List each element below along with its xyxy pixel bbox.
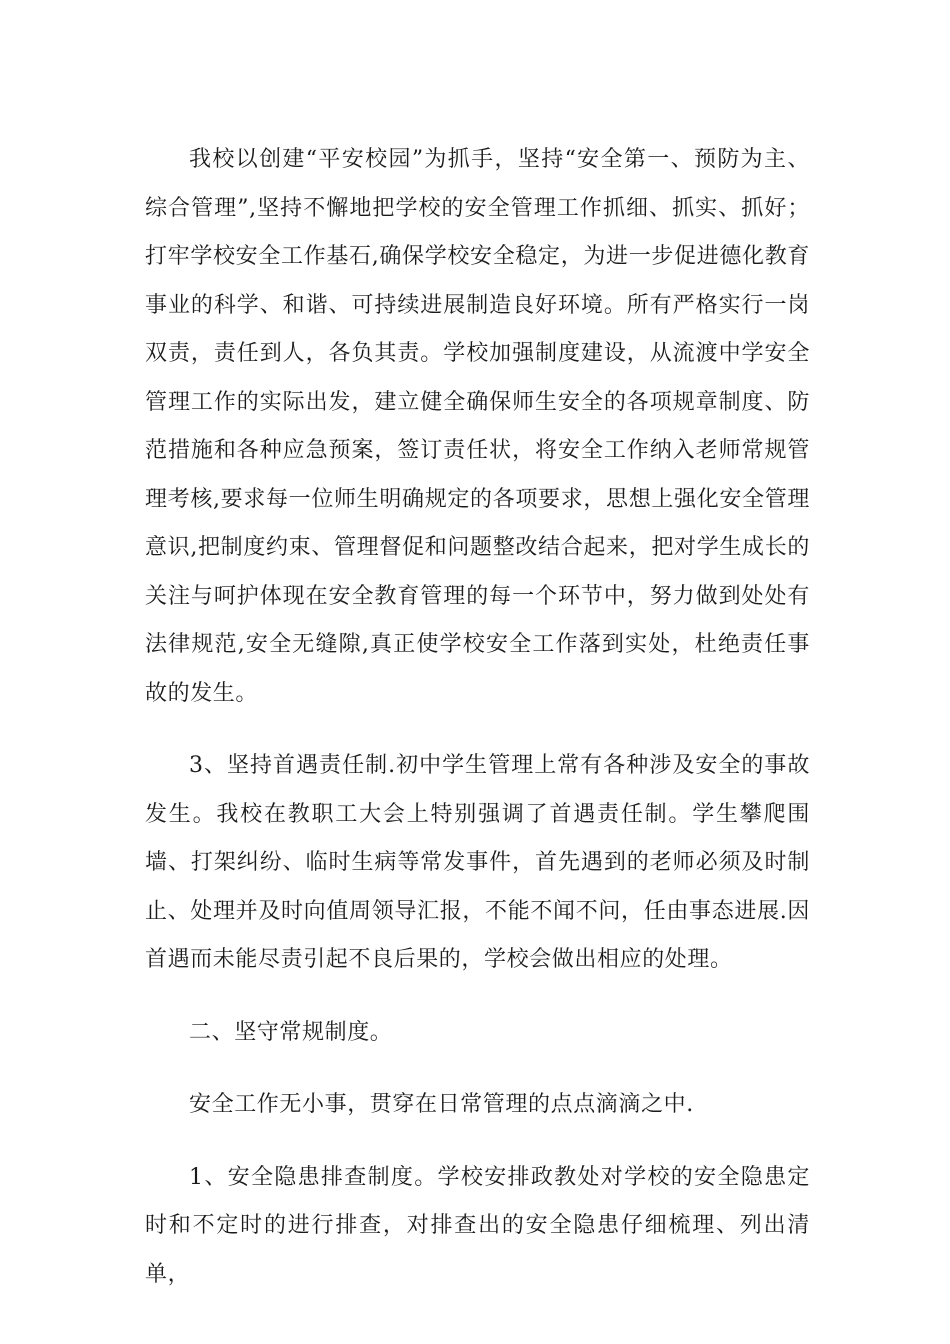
section-heading-regular-system: 二、坚守常规制度。 (189, 1019, 393, 1045)
paragraph-safe-campus: 我校以创建“平安校园”为抓手，坚持“安全第一、预防为主、综合管理”,坚持不懈地把学校的安全管理工作抓细、抓实、抓好；打牢学校安全工作基石,确保学校安全稳定，为进一步促进德化教育事业的科学、和谐、可持续进展制造良好环境。所有严格实行一岗双责，责任到人，各负其责。学校加强制度建设，从流渡中学安全管理工作的实际出发，建立健全确保师生安全的各项规章制度、防范措施和各种应急预案，签订责任状，将安全工作纳入老师常规管理考核,要求每一位师生明确规定的各项要求，思想上强化安全管理意识,把制度约束、管理督促和问题整改结合起来，把对学生成长的关注与呵护体现在安全教育管理的每一个环节中，努力做到处处有法律规范,安全无缝隙,真正使学校安全工作落到实处，杜绝责任事故的发生。 (145, 147, 810, 706)
paragraph-hazard-inspection: 1、安全隐患排查制度。学校安排政教处对学校的安全隐患定时和不定时的进行排查，对排查出的安全隐患仔细梳理、列出清单， (145, 1164, 810, 1287)
document-body (145, 136, 810, 1299)
paragraph-safety-no-small-matter: 安全工作无小事，贯穿在日常管理的点点滴滴之中. (189, 1092, 694, 1117)
paragraph-first-responsibility: 3、坚持首遇责任制.初中学生管理上常有各种涉及安全的事故发生。我校在教职工大会上特别强调了首遇责任制。学生攀爬围墙、打架纠纷、临时生病等常发事件，首先遇到的老师必须及时制止、处理并及时向值周领导汇报，不能不闻不问，任由事态进展.因首遇而未能尽责引起不良后果的，学校会做出相应的处理。 (145, 753, 810, 972)
